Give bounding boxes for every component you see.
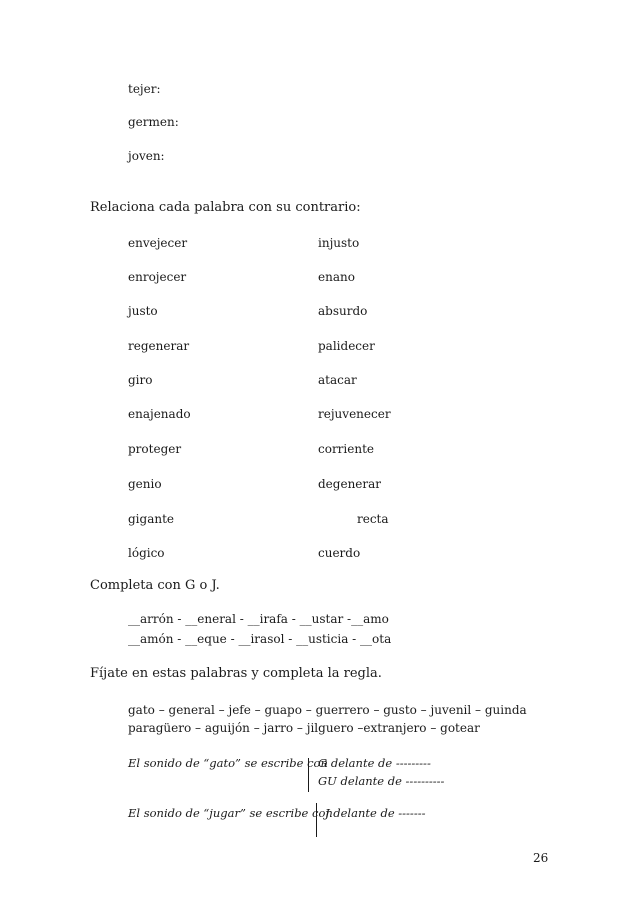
- relate-right-word: absurdo: [318, 304, 368, 318]
- page-number: 26: [533, 851, 549, 865]
- rule-jugar-option-1: J delante de -------: [325, 806, 426, 820]
- intro-word-joven: joven:: [128, 149, 165, 163]
- rule-gato-lead: El sonido de “gato” se escribe con: [128, 756, 328, 770]
- relate-right-word: recta: [357, 512, 389, 526]
- relate-left-word: lógico: [128, 546, 165, 560]
- intro-word-germen: germen:: [128, 115, 179, 129]
- relate-left-word: giro: [128, 373, 153, 387]
- rule-jugar-lead: El sonido de “jugar” se escribe con: [128, 806, 333, 820]
- relate-left-word: envejecer: [128, 236, 188, 250]
- rule-gato-option-2: GU delante de ----------: [318, 774, 445, 788]
- complete-line-2: __amón - __eque - __irasol - __usticia - __ota: [128, 632, 392, 646]
- relate-left-word: justo: [128, 304, 158, 318]
- relate-left-word: regenerar: [128, 339, 190, 353]
- rule-jugar-bracket: [316, 803, 317, 837]
- rule-words-line-2: paragüero – aguijón – jarro – jilguero –extranjero – gotear: [128, 721, 480, 735]
- relate-right-word: corriente: [318, 442, 375, 456]
- relate-left-word: enajenado: [128, 407, 191, 421]
- rule-gato-bracket: [308, 758, 309, 792]
- relate-instruction: Relaciona cada palabra con su contrario:: [90, 200, 361, 215]
- complete-line-1: __arrón - __eneral - __irafa - __ustar -__amo: [128, 612, 389, 626]
- relate-left-word: gigante: [128, 512, 175, 526]
- relate-right-word: rejuvenecer: [318, 407, 391, 421]
- rule-gato-option-1: G delante de ---------: [318, 756, 431, 770]
- relate-right-word: atacar: [318, 373, 357, 387]
- relate-right-word: enano: [318, 270, 355, 284]
- relate-right-word: palidecer: [318, 339, 375, 353]
- relate-right-word: cuerdo: [318, 546, 361, 560]
- rule-words-line-1: gato – general – jefe – guapo – guerrero – gusto – juvenil – guinda: [128, 703, 527, 717]
- relate-left-word: genio: [128, 477, 162, 491]
- relate-right-word: degenerar: [318, 477, 382, 491]
- rule-instruction: Fíjate en estas palabras y completa la regla.: [90, 666, 382, 681]
- complete-instruction: Completa con G o J.: [90, 578, 220, 593]
- relate-left-word: proteger: [128, 442, 182, 456]
- relate-right-word: injusto: [318, 236, 360, 250]
- relate-left-word: enrojecer: [128, 270, 187, 284]
- intro-word-tejer: tejer:: [128, 82, 161, 96]
